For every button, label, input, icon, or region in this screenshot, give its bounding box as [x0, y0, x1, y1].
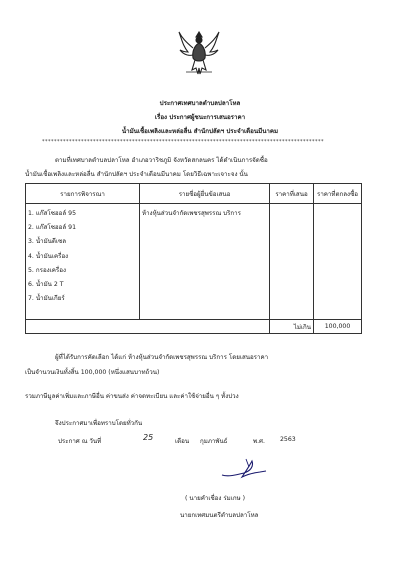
total-row [26, 320, 362, 334]
column-header: ราคาที่ตกลงซื้อ [314, 184, 362, 204]
list-item: 5. กรองเครื่อง [28, 266, 66, 274]
announcement-org: ประกาศเทศบาลตำบลปลาโหล [159, 100, 241, 107]
column-header: รายการพิจารณา [26, 184, 140, 204]
announcement-subject: เรื่อง ประกาศผู้ชนะการเสนอราคา [154, 114, 246, 121]
month-label: เดือน [175, 438, 190, 445]
total-value: 100,000 [314, 320, 362, 334]
total-label: ไม่เกิน [270, 320, 314, 334]
list-item: 6. น้ำมัน 2 T [28, 280, 64, 288]
intro-line-1: ตามที่เทศบาลตำบลปลาโหล อำเภอวาริชภูมิ จังหวัดสกลนคร ได้ดำเนินการจัดซื้อ [55, 157, 268, 164]
items-cell [26, 204, 140, 320]
agreed-price-cell [314, 204, 362, 320]
table-row [26, 204, 362, 320]
list-item: 7. น้ำมันเกียร์ [28, 295, 65, 303]
closing-announce: จึงประกาศมาเพื่อทราบโดยทั่วกัน [55, 420, 143, 427]
list-item: 2. แก๊สโซฮอล์ 91 [28, 224, 77, 232]
column-header: ราคาที่เสนอ [270, 184, 314, 204]
date-day: 25 [143, 433, 154, 442]
column-header: รายชื่อผู้ยื่นข้อเสนอ [140, 184, 270, 204]
date-year: 2563 [280, 436, 296, 443]
bidder-name: ห้างหุ้นส่วนจำกัดเพชรสุพรรณ บริการ [142, 210, 241, 217]
list-item: 1. แก๊สโซฮอล์ 95 [28, 210, 77, 217]
result-line-3: รวมภาษีมูลค่าเพิ่มและภาษีอื่น ค่าขนส่ง ค่าจดทะเบียน และค่าใช้จ่ายอื่น ๆ ทั้งปวง [25, 393, 239, 400]
offered-price-cell [270, 204, 314, 320]
separator-stars: ********************************************************************************************** [42, 139, 324, 145]
result-line-1: ผู้ที่ได้รับการคัดเลือก ได้แก่ ห้างหุ้นส่วนจำกัดเพชรสุพรรณ บริการ โดยเสนอราคา [55, 354, 269, 361]
signature-image [216, 455, 272, 483]
signer-name: ( นายคำเชื่อง ร่มเกษ ) [185, 495, 246, 502]
date-prefix: ประกาศ ณ วันที่ [58, 438, 102, 445]
signer-title: นายกเทศมนตรีตำบลปลาโหล [180, 512, 259, 519]
list-item: 3. น้ำมันดีเซล [28, 238, 67, 246]
bid-table [25, 183, 362, 334]
date-month: กุมภาพันธ์ [200, 438, 228, 445]
intro-line-2: น้ำมันเชื้อเพลิงและหล่อลื่น สำนักปลัดฯ ประจำเดือนมีนาคม โดยวิธีเฉพาะเจาะจง นั้น [25, 171, 248, 178]
result-line-2: เป็นจำนวนเงินทั้งสิ้น 100,000 (หนึ่งแสนบาทถ้วน) [25, 369, 160, 376]
announcement-topic: น้ำมันเชื้อเพลิงและหล่อลื่น สำนักปลัดฯ ประจำเดือนมีนาคม [121, 128, 279, 135]
bidder-cell [140, 204, 270, 320]
garuda-emblem [176, 28, 222, 78]
list-item: 4. น้ำมันเครื่อง [28, 252, 69, 260]
table-header-row [26, 184, 362, 204]
year-label: พ.ศ. [253, 438, 265, 445]
